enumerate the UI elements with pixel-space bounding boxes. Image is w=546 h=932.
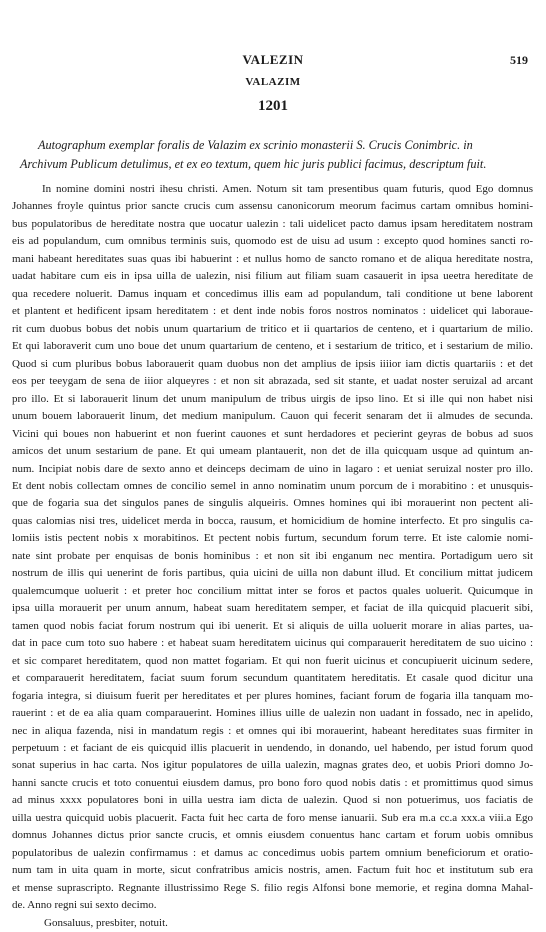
text-line: sonat superius in hac carta. Nos igitur populatores de uilla ualezin, magnas grates deo, et uobis Priori domno Jo-	[12, 759, 533, 772]
text-line: mani habeant hereditates suas quas ibi habuerint : et nullus homo de sancto romano et de aliqua hereditate nostra,	[12, 252, 533, 265]
text-line: ipsa uilla morauerit per unum annum, habeat suam hereditatem semper, et faciat de illa quicquid placuerit sibi,	[12, 602, 533, 615]
editorial-note-line: Archivum Publicum detulimus, et ex eo textum, quem hic juris publici facimus, descriptum fuit.	[20, 157, 487, 171]
text-line: In nomine domini nostri ihesu christi. Amen. Notum sit tam presentibus quam futuris, quod Ego domnus	[42, 183, 533, 195]
text-line: fogaria integra, si diuisum fuerit per hereditates et per plures homines, faciant forum de fogaria illa tanquam mo-	[12, 689, 533, 702]
text-line: dat in pace cum toto suo habere : et habeat suam hereditatem uicinus qui comparauerit hereditatem de suo uicino :	[12, 637, 533, 650]
text-line: de. Anno regni sui sexto decimo.	[12, 899, 157, 912]
text-line: Et qui laboraverit cum uno boue det unum quartarium de centeno, et i sestarium de tritico, et i sestarium de milio.	[12, 340, 533, 353]
charter-text	[12, 181, 533, 932]
signature-line: Gonsaluus, presbiter, notuit.	[44, 916, 168, 929]
document-year: 1201	[258, 98, 288, 114]
text-line: hanni sancte crucis et toto conuentui eiusdem damus, pro bono foro quod nobis datis : et promittimus quod simus	[12, 776, 533, 789]
editorial-note-line: Autographum exemplar foralis de Valazim ex scrinio monasterii S. Crucis Conimbric. in	[38, 138, 473, 152]
text-line: et sic comparet hereditatem, quod non mattet fogariam. Et qui non fuerit uicinus et concupiuerit uicinum sedere,	[12, 654, 533, 667]
text-line: rauerint : et de ea alia quam comparauerint. Homines illius uille de ualezin non uadant in fossado, nec in apelido,	[12, 707, 533, 720]
text-line: unum bouem laborauerit linum, det medium manipulum. Cauon qui fecerit senaram det ii almudes de secunda.	[12, 410, 533, 423]
text-line: eis ad populandum, cum omnibus terminis suis, quomodo est de uisu ad usum : excepto quod homines sancti ro-	[12, 235, 533, 248]
text-line: ad minus xxxx populatores boni in uilla uestra iam dicta de ualezin. Quod si non potuerimus, uos faciatis de	[12, 794, 533, 807]
text-line: num. Incipiat nobis dare de sexto anno et deinceps decimam de uino in lagaro : et ueniat seruizal noster pro illo.	[12, 462, 533, 475]
text-line: lomiis istis pectent nobis x morabitinos. Et pectent nobis furtum, secundum forum terre. Et iste calomie nomi-	[12, 532, 533, 545]
text-line: tamen quod nobis faciat forum nostrum qui ibi uenerit. Et si aliquis de uilla uoluerit morare in alias partes, ua-	[12, 619, 533, 632]
page-number: 519	[510, 53, 528, 67]
editorial-note	[20, 136, 532, 174]
text-line: pro illo. Et si laborauerit linum det unum manipulum de tribus uirgis de ipso lino. Et si ille qui non habet nisi	[12, 392, 533, 405]
text-line: nate sint probate per enquisas de bonis hominibus : et non sit ibi enganum nec mentira. Portadigum uero sit	[12, 549, 533, 562]
text-line: bus populatoribus de hereditate nostra que uocatur ualezin : tali uidelicet pacto damus ipsam hereditatem nostram	[12, 217, 533, 230]
document-title: VALEZIN	[242, 52, 304, 67]
text-line: nec in aliqua fazenda, nisi in mandatum regis : et omnes qui ibi morauerint, habeant hereditates suas firmiter in	[12, 724, 533, 737]
text-line: qualemcumque uoluerit : et preter hoc concilium mittat inter se foros et pactos quales uoluerit. Quicumque in	[12, 584, 533, 597]
text-line: domnus Johannes dictus prior sancte crucis, et omnis eiusdem conuentus hanc cartam et forum uobis omnibus	[12, 829, 533, 842]
text-line: num tam in uita quam in morte, sicut confratribus amicis nostris, amen. Factum fuit hoc et institutum sub era	[12, 864, 533, 877]
text-line: uilla uestra quicquid uobis placuerit. Facta fuit hec carta de foro mense ianuarii. Sub era m.a cc.a xxx.a viii.a Ego	[12, 811, 533, 824]
text-line: populatoribus de ualezin confirmamus : et damus ac concedimus uobis partem omnium beneficiorum et oratio-	[12, 846, 533, 859]
text-line: Vicini qui boues non habuerint et non fuerint cauones et sunt herdadores et pecierint geyras de bobus ad suos	[12, 427, 533, 440]
text-line: et comparauerit hereditatem, faciat suum forum secundum quantitatem hereditatis. Et casale quod dicitur una	[12, 672, 533, 685]
text-line: quas calomias nisi tres, uidelicet merda in bocca, rausum, et homicidium de homine interfecto. Et pro singulis ca-	[12, 514, 533, 527]
text-line: amicos det unum sestarium de pane. Et qui umeam plantauerit, non det de illa quicquam usque ad quintum an-	[12, 445, 533, 458]
text-line: Johannes froyle quintus prior sancte crucis cum assensu canonicorum meorum facimus cartam omnibus homini-	[12, 200, 533, 213]
text-line: Et dent nobis collectam omnes de concilio semel in anno nominatim unum porcum de i morabitino : et unusquis-	[12, 479, 533, 492]
text-line: Quod si cum pluribus bobus laborauerit quam duobus non det amplius de ipsis iiiior iam dictis quartariis : et det	[12, 357, 533, 370]
text-line: et mense suprascripto. Regnante illustrissimo Rege S. filio regis Alfonsi bone memorie, et regina domna Mahal-	[12, 881, 533, 894]
text-line: que de fogaria sua det singulos panes de singulis alqueiris. Omnes homines qui ibi morauerint non pectent ali-	[12, 497, 533, 510]
text-line: rit cum duobus bobus det nobis unum quartarium de tritico et ii quartarios de centeno, et i quartarium de milio.	[12, 322, 533, 335]
text-line: perpetuum : et faciant de eis quicquid illis placuerit in uendendo, in donando, uel habendo, per istud forum quod	[12, 742, 533, 754]
text-line: qua recedere noluerit. Damus inquam et concedimus illis eam ad populandum, tali conditione ut bene laborent	[12, 287, 533, 300]
text-line: uadat habitare cum eis in ipsa uilla de ualezin, nisi filium aut filiam suam casauerit in ipsa ueetra hereditate de	[12, 270, 533, 283]
document-subtitle: VALAZIM	[245, 76, 301, 88]
text-line: et plantent et hedificent ipsam hereditatem : et dent inde nobis foros nostros nominatos : uidelicet qui laboraue-	[12, 305, 533, 318]
text-line: eos per teeygam de sena de iiior alqueyres : et non sit abrazada, sed sit stante, et uadat noster seruizal ad arcant	[12, 375, 533, 388]
text-line: nostrum de illis qui uenerint de foris partibus, quia uicini de uilla non dabunt illud. Et concilium mittat judicem	[12, 567, 533, 580]
